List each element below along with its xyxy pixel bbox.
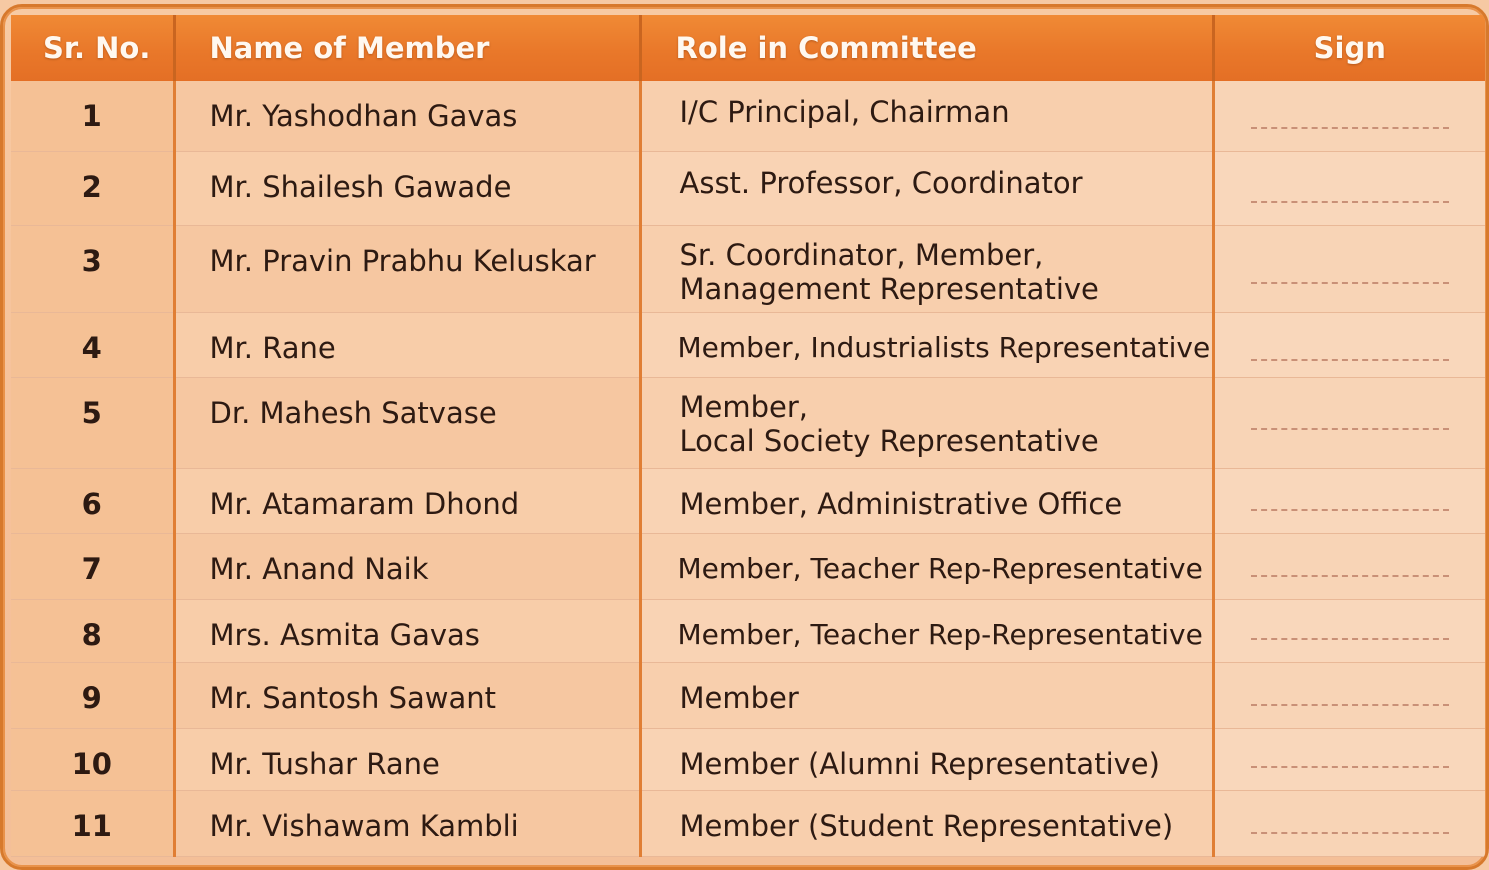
sign-cell[interactable] [1213, 790, 1485, 856]
committee-members-table [11, 15, 1485, 857]
role-cell: I/C Principal, Chairman [640, 81, 1213, 151]
table-row [11, 468, 1485, 533]
signature-line [1251, 428, 1450, 430]
signature-line [1251, 127, 1450, 129]
signature-line [1251, 282, 1450, 284]
role-cell: Sr. Coordinator, Member, Management Representative [640, 225, 1213, 312]
member-name-cell: Mr. Shailesh Gawade [174, 151, 640, 225]
member-name-cell: Mr. Anand Naik [174, 533, 640, 599]
member-name-cell: Mr. Pravin Prabhu Keluskar [174, 225, 640, 312]
role-cell: Member, Local Society Representative [640, 377, 1213, 468]
member-name-cell: Dr. Mahesh Satvase [174, 377, 640, 468]
sign-cell[interactable] [1213, 312, 1485, 377]
committee-table-frame [0, 4, 1489, 870]
role-cell: Member, Administrative Office [640, 468, 1213, 533]
sign-cell[interactable] [1213, 728, 1485, 790]
header-name-of-member: Name of Member [174, 15, 640, 81]
signature-line [1251, 575, 1450, 577]
member-name-cell: Mr. Vishawam Kambli [174, 790, 640, 856]
sign-cell[interactable] [1213, 599, 1485, 662]
table-row [11, 790, 1485, 856]
member-name-cell: Mr. Tushar Rane [174, 728, 640, 790]
signature-line [1251, 832, 1450, 834]
sign-cell[interactable] [1213, 151, 1485, 225]
sign-cell[interactable] [1213, 533, 1485, 599]
table-row [11, 662, 1485, 728]
header-sr-no: Sr. No. [11, 15, 174, 81]
role-cell: Member (Alumni Representative) [640, 728, 1213, 790]
table-row [11, 312, 1485, 377]
member-name-cell: Mr. Atamaram Dhond [174, 468, 640, 533]
sign-cell[interactable] [1213, 662, 1485, 728]
table-row [11, 377, 1485, 468]
member-name-cell: Mrs. Asmita Gavas [174, 599, 640, 662]
sr-no-cell: 5 [11, 377, 174, 468]
table-row [11, 81, 1485, 151]
role-cell: Member, Teacher Rep-Representative [640, 533, 1213, 599]
member-name-cell: Mr. Yashodhan Gavas [174, 81, 640, 151]
sr-no-cell: 7 [11, 533, 174, 599]
header-role-in-committee: Role in Committee [640, 15, 1213, 81]
member-name-cell: Mr. Santosh Sawant [174, 662, 640, 728]
role-cell: Member [640, 662, 1213, 728]
table-row [11, 599, 1485, 662]
sign-cell[interactable] [1213, 225, 1485, 312]
signature-line [1251, 766, 1450, 768]
table-row [11, 225, 1485, 312]
sign-cell[interactable] [1213, 81, 1485, 151]
sr-no-cell: 2 [11, 151, 174, 225]
signature-line [1251, 359, 1450, 361]
signature-line [1251, 509, 1450, 511]
sr-no-cell: 6 [11, 468, 174, 533]
table-row [11, 151, 1485, 225]
sr-no-cell: 8 [11, 599, 174, 662]
table-header-row [11, 15, 1485, 81]
role-cell: Member, Industrialists Representative [640, 312, 1213, 377]
table-row [11, 728, 1485, 790]
header-sign: Sign [1213, 15, 1485, 81]
signature-line [1251, 704, 1450, 706]
sr-no-cell: 1 [11, 81, 174, 151]
sign-cell[interactable] [1213, 468, 1485, 533]
signature-line [1251, 201, 1450, 203]
table-row [11, 533, 1485, 599]
table-body [11, 81, 1485, 856]
signature-line [1251, 638, 1450, 640]
sr-no-cell: 11 [11, 790, 174, 856]
sr-no-cell: 9 [11, 662, 174, 728]
sr-no-cell: 10 [11, 728, 174, 790]
sr-no-cell: 4 [11, 312, 174, 377]
sr-no-cell: 3 [11, 225, 174, 312]
role-cell: Asst. Professor, Coordinator [640, 151, 1213, 225]
role-cell: Member, Teacher Rep-Representative [640, 599, 1213, 662]
member-name-cell: Mr. Rane [174, 312, 640, 377]
role-cell: Member (Student Representative) [640, 790, 1213, 856]
sign-cell[interactable] [1213, 377, 1485, 468]
